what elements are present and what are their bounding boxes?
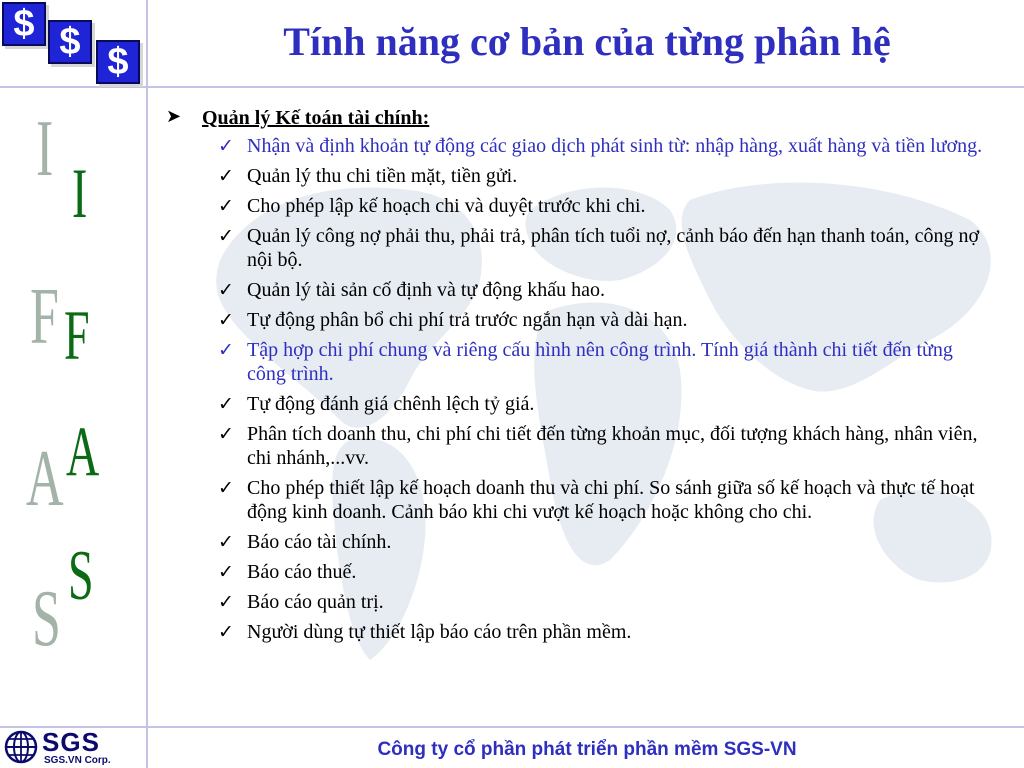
- list-item-text: Phân tích doanh thu, chi phí chi tiết đến từng khoản mục, đối tượng khách hàng, nhân viên, chi nhánh,...vv.: [247, 423, 978, 469]
- checkmark-icon: ✓: [218, 531, 234, 553]
- list-item: [166, 194, 996, 218]
- dollar-icon: $: [48, 20, 92, 64]
- list-item: [166, 338, 996, 386]
- checkmark-icon: ✓: [218, 279, 234, 301]
- checkmark-icon: ✓: [218, 135, 234, 157]
- letter-dark: I: [72, 153, 88, 233]
- letter-light: F: [30, 273, 59, 362]
- footer-company-name: Công ty cổ phần phát triển phần mềm SGS-VN: [377, 739, 797, 760]
- dollar-icon: $: [2, 2, 46, 46]
- list-item: [166, 476, 996, 524]
- feature-list: [166, 104, 996, 650]
- list-item-text: Cho phép lập kế hoạch chi và duyệt trước khi chi.: [247, 195, 646, 217]
- list-item: [166, 134, 996, 158]
- checkmark-icon: ✓: [218, 423, 234, 445]
- section-heading-text: Quản lý Kế toán tài chính:: [202, 107, 430, 129]
- list-item-text: Tự động đánh giá chênh lệch tỷ giá.: [247, 393, 535, 415]
- dollar-icon: $: [96, 40, 140, 84]
- globe-icon: [4, 730, 38, 764]
- arrow-bullet-icon: ➤: [166, 106, 182, 127]
- letter-dark: S: [68, 535, 94, 615]
- list-item: [166, 590, 996, 614]
- checkmark-icon: ✓: [218, 477, 234, 499]
- list-item-text: Báo cáo thuế.: [247, 561, 357, 583]
- letter-light: A: [26, 435, 64, 524]
- list-item: [166, 224, 996, 272]
- checkmark-icon: ✓: [218, 393, 234, 415]
- list-item: [166, 620, 996, 644]
- list-item-text: Nhận và định khoản tự động các giao dịch phát sinh từ: nhập hàng, xuất hàng và tiền lương.: [247, 135, 983, 157]
- checkmark-icon: ✓: [218, 165, 234, 187]
- slide-title: Tính năng cơ bản của từng phân hệ: [283, 19, 891, 64]
- list-item: [166, 278, 996, 302]
- list-item: [166, 560, 996, 584]
- checkmark-icon: ✓: [218, 339, 234, 361]
- list-item-text: Tập hợp chi phí chung và riêng cấu hình nên công trình. Tính giá thành chi tiết đến từng công trình.: [247, 339, 953, 385]
- sgs-logo: [2, 728, 146, 768]
- frame-vertical-line: [146, 0, 148, 768]
- list-item: [166, 392, 996, 416]
- list-item-text: Quản lý công nợ phải thu, phải trả, phân tích tuổi nợ, cảnh báo đến hạn thanh toán, công nợ nội bộ.: [247, 225, 980, 271]
- checkmark-icon: ✓: [218, 225, 234, 247]
- sgs-logo-name: SGS: [42, 727, 100, 757]
- checkmark-icon: ✓: [218, 591, 234, 613]
- list-item: [166, 308, 996, 332]
- frame-top-line: [0, 86, 1024, 88]
- letter-dark: A: [66, 411, 100, 491]
- checkmark-icon: ✓: [218, 561, 234, 583]
- list-item: [166, 530, 996, 554]
- list-item: [166, 164, 996, 188]
- frame-bottom-line: [0, 726, 1024, 728]
- list-item-text: Quản lý thu chi tiền mặt, tiền gửi.: [247, 165, 518, 187]
- section-heading: [166, 104, 996, 134]
- letter-dark: F: [64, 295, 90, 375]
- ifas-letters: [0, 100, 146, 720]
- list-item-text: Cho phép thiết lập kế hoạch doanh thu và chi phí. So sánh giữa số kế hoạch và thực tế hoạt động kinh doanh. Cảnh báo khi chi vượt kế hoạch hoặc không cho chi.: [247, 477, 975, 523]
- checkmark-icon: ✓: [218, 621, 234, 643]
- letter-light: I: [36, 105, 54, 194]
- list-item-text: Người dùng tự thiết lập báo cáo trên phần mềm.: [247, 621, 632, 643]
- list-item-text: Báo cáo quản trị.: [247, 591, 384, 613]
- list-item: [166, 422, 996, 470]
- list-item-text: Quản lý tài sản cố định và tự động khấu hao.: [247, 279, 605, 301]
- sgs-logo-subtitle: SGS.VN Corp.: [44, 755, 111, 766]
- list-item-text: Báo cáo tài chính.: [247, 531, 392, 553]
- checkmark-icon: ✓: [218, 195, 234, 217]
- letter-light: S: [32, 575, 61, 664]
- checkmark-icon: ✓: [218, 309, 234, 331]
- list-item-text: Tự động phân bổ chi phí trả trước ngắn hạn và dài hạn.: [247, 309, 688, 331]
- feature-items: [166, 134, 996, 644]
